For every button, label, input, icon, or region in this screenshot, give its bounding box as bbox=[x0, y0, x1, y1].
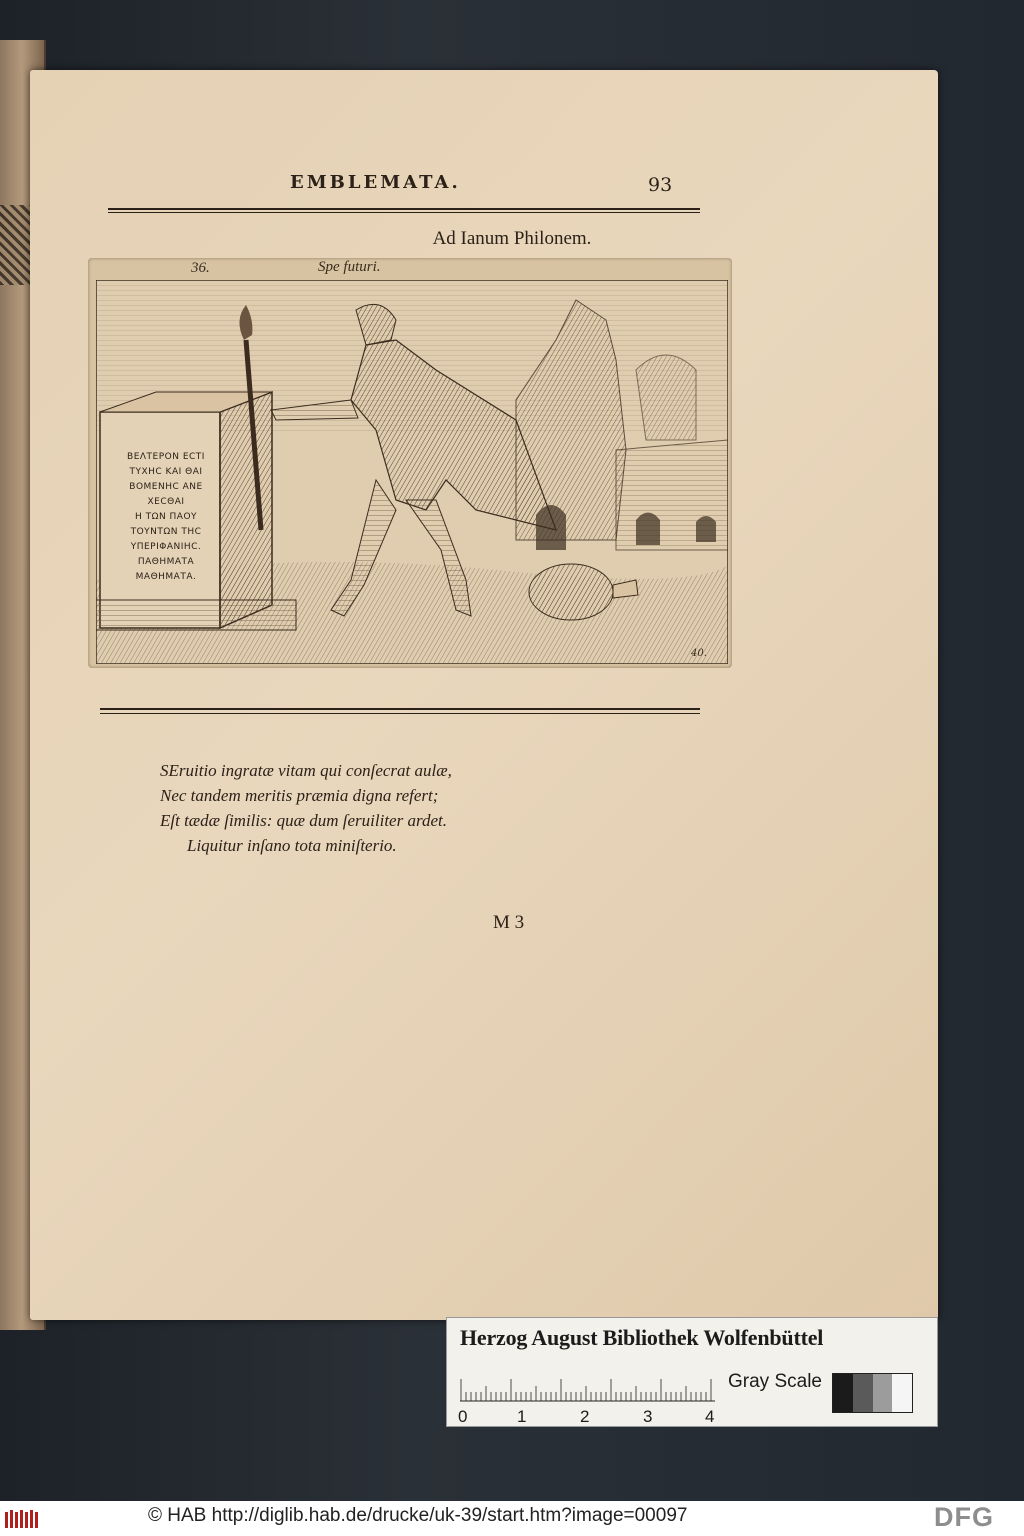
ruler-label-3: 3 bbox=[643, 1407, 653, 1426]
inscription-line: ΠΑΘΗΜΑΤΑ bbox=[137, 557, 195, 567]
footer-citation-link[interactable]: © HAB http://diglib.hab.de/drucke/uk-39/start.htm?image=00097 bbox=[148, 1505, 688, 1526]
library-logo-icon bbox=[4, 1508, 42, 1530]
pedestal-inscription bbox=[106, 450, 226, 585]
poem-line: Eſt tædæ ſimilis: quæ dum ſeruiliter ardet. bbox=[160, 811, 447, 830]
inscription-line: ΧΕCΘΑΙ bbox=[147, 497, 185, 507]
head-rule bbox=[108, 208, 700, 210]
signature-mark: M 3 bbox=[493, 912, 525, 933]
poem-line: SEruitio ingratæ vitam qui conſecrat aulæ, bbox=[160, 761, 452, 780]
plate-number: 36. bbox=[191, 260, 210, 276]
gray-step-mid bbox=[873, 1374, 893, 1412]
running-head: EMBLEMATA. bbox=[290, 172, 461, 193]
poem-rule bbox=[100, 708, 700, 710]
ruler-label-2: 2 bbox=[580, 1407, 590, 1426]
inscription-line: ΤΟΥΝΤΩΝ ΤΗC bbox=[130, 527, 202, 537]
gray-step-dark bbox=[853, 1374, 873, 1412]
poem-line: Nec tandem meritis præmia digna refert; bbox=[160, 786, 439, 805]
gray-scale-swatch bbox=[832, 1373, 913, 1413]
library-name: Herzog August Bibliothek Wolfenbüttel bbox=[460, 1325, 824, 1350]
gray-step-black bbox=[833, 1374, 853, 1412]
ruler-label-4: 4 bbox=[705, 1407, 715, 1426]
inscription-line: ΥΠΕΡΙΦΑΝΙΗC. bbox=[130, 542, 202, 552]
measurement-ruler bbox=[460, 1372, 715, 1402]
page-number: 93 bbox=[648, 174, 673, 196]
plate-motto: Spe futuri. bbox=[318, 259, 381, 275]
plate-corner-number: 40. bbox=[691, 648, 707, 659]
head-rule-thin bbox=[108, 212, 700, 213]
poem-rule-thin bbox=[100, 713, 700, 714]
emblem-title: Ad Ianum Philonem. bbox=[432, 228, 592, 249]
ruler-label-0: 0 bbox=[458, 1407, 468, 1426]
inscription-line: ΜΑΘΗΜΑΤΑ. bbox=[135, 572, 197, 582]
inscription-line: ΤΥΧΗC ΚΑΙ ΘΑΙ bbox=[129, 467, 203, 477]
emblem-poem bbox=[160, 758, 452, 858]
inscription-line: ΒΕΛΤΕΡΟΝ ΕCΤΙ bbox=[127, 452, 205, 462]
poem-line: Liquitur inſano tota miniſterio. bbox=[187, 836, 397, 855]
gray-scale-label: Gray Scale bbox=[728, 1371, 822, 1392]
dfg-logo: DFG bbox=[934, 1502, 994, 1532]
inscription-line: Η ΤΩΝ ΠΑΟΥ bbox=[134, 512, 198, 522]
ruler-label-1: 1 bbox=[517, 1407, 527, 1426]
gray-step-white bbox=[892, 1374, 912, 1412]
inscription-line: ΒΟΜΕΝΗC ΑΝΕ bbox=[129, 482, 203, 492]
